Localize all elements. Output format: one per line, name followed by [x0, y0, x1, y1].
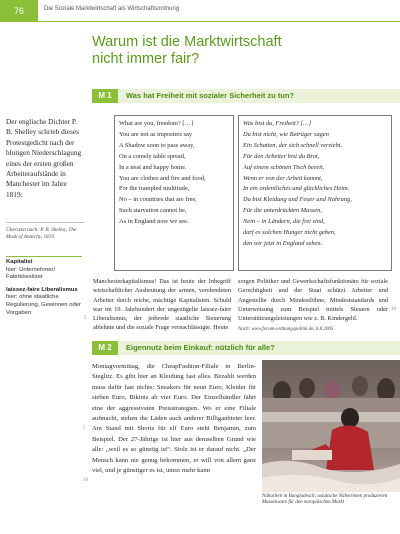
poem-german: [239, 116, 391, 253]
photo-caption: Näharbeit in Bangladesch; asiatische Näherinnen produzieren Massenware für den europäischen Markt: [262, 494, 388, 506]
glossary: [6, 259, 82, 322]
poem-english-box: [114, 115, 234, 271]
line-marker: 10: [83, 478, 88, 483]
poem-line: Nein – in Ländern, die frei sind,: [243, 218, 325, 226]
section1-heading: Was hat Freiheit mit sozialer Sicherheit zu tun?: [126, 91, 295, 100]
poem-line: Auf einem schönen Tisch bereit,: [243, 163, 325, 171]
section2-tag: M 2: [92, 341, 118, 355]
line-marker: 5: [83, 426, 86, 431]
glossary-desc: hier: ohne staatliche Regulierung, Gewinnen oder Vorgaben: [6, 294, 81, 316]
intro-text: Der englische Dichter P. B. Shelley schrieb dieses Protestgedicht nach der blutigen Niederschlagung eines der ersten großen Arbeiteraufstände in Manchester im Jahre 1819:: [6, 117, 82, 199]
poem-line: You are clothes and fire and food,: [119, 174, 206, 182]
title-line-2: nicht immer fair?: [92, 51, 200, 67]
glossary-term: laissez-faire Liberalismus: [6, 286, 78, 293]
body-source: Nach: www.forum-ordnungspolitik.de, 6.8.2005: [238, 327, 334, 333]
section2-body: [83, 362, 256, 483]
poem-line: You are not as imposters say: [119, 130, 193, 138]
glossary-entry: [6, 259, 82, 282]
page-number: 76: [0, 0, 38, 22]
glossary-desc: hier: Unternehmer/ Fabrikbesitzer: [6, 266, 56, 281]
poem-english: [115, 116, 233, 231]
section1-tag: M 1: [92, 89, 118, 103]
page-title: [92, 34, 392, 68]
poem-line: As in England now we see.: [119, 218, 189, 226]
poem-line: Wenn er von der Arbeit kommt,: [243, 174, 323, 182]
intro-source: Übersetzt nach: P. B. Shelley, The Mask of Anarchy, 1819: [6, 227, 77, 240]
poem-line: Such starvation cannot be,: [119, 207, 187, 215]
factory-photo: [262, 360, 400, 492]
section1-body-col2: [238, 277, 396, 335]
poem-line: Du bist Kleidung und Feuer und Nahrung,: [243, 196, 352, 204]
poem-line: On a comely table spread,: [119, 152, 186, 160]
running-title: Die Soziale Marktwirtschaft als Wirtschaftsordnung: [44, 6, 180, 12]
glossary-term: Kapitalist: [6, 259, 33, 265]
line-marker: 5: [84, 316, 87, 321]
section2-heading: Eigennutz beim Einkauf: nützlich für alle?: [126, 343, 275, 352]
intro-divider: [6, 222, 84, 223]
poem-line: Für die unterdrückten Massen,: [243, 207, 322, 215]
poem-line: Du bist nicht, wie Betrüger sagen: [243, 130, 329, 138]
title-line-1: Warum ist die Marktwirtschaft: [92, 34, 282, 50]
glossary-entry: [6, 287, 82, 317]
poem-line: darf es solchen Hunger nicht geben,: [243, 229, 336, 237]
poem-line: In a neat and happy home.: [119, 163, 187, 171]
factory-photo-image: [262, 360, 400, 492]
section1-body-col1: [84, 277, 231, 333]
poem-line: A Shadow soon to pass away,: [119, 141, 195, 149]
line-marker: 10: [391, 307, 396, 312]
poem-line: In ein ordentliches und glückliches Heim.: [243, 185, 350, 193]
poem-line: den wir jetzt in England sehen.: [243, 239, 323, 247]
body-paragraph: Manchesterkapitalismus! Das ist heute der Inbegriff wirtschaftlicher Ausbeutung der armen, verelendeten Arbeiter durch reiche, mächtige Kapitalisten. Schuld war im 19. Jahrhundert der ungezügelte laissez-faire Liberalismus, der jedwede staatliche Steuerung ablehnte und die soziale Frage vernachlässigte. Heute: [93, 278, 231, 332]
poem-line: Was bist du, Freiheit? […]: [243, 120, 312, 127]
header-rule: [38, 21, 400, 22]
glossary-divider: [6, 256, 82, 257]
poem-line: What are you, freedom? […]: [119, 120, 193, 127]
poem-line: Ein Schatten, der sich schnell verzieht.: [243, 141, 343, 149]
poem-german-box: [238, 115, 392, 271]
body-paragraph: Montagvormittag, die CheapFashion-Filiale in Berlin-Steglitz. Es gibt hier an Kleidung fast alles. Bezahlt werden muss dafür fast nichts: Sneakers für neun Euro, Kleider für sieben Euro, Bikinis ab vier Euro. Der Einzelhändler fährt eine der aggressivsten Preisstrategien. Wo er eine Filiale aufmacht, stehen die Läden auch anderer Billiganbieter leer. Am Stand mit Shorts für elf Euro steht Benjamin, zum Beispiel. Der 27-Jährige ist hier aus demselben Grund wie alle: „weil es so günstig ist“. Stolz ist er darauf nicht. „Der Mensch kann nie genug bekommen, er will von allem ganz viel, und je günstiger es ist, umso mehr kann: [92, 363, 256, 475]
poem-line: Für den Arbeiter bist du Brot,: [243, 152, 320, 160]
body-paragraph: sorgen Politiker und Gewerkschaftsfunktionäre für soziale Gerechtigkeit und der Staat schützt Arbeiter und Angestellte durch Mindestlöhne, Mindeststandards und Unterweisung zum Beispiel mittels Steuern oder Unterstützungsleistungen wie z. B. Kindergeld.: [238, 278, 388, 323]
poem-line: No – in countries that are free,: [119, 196, 197, 204]
poem-line: For the trampled multitude,: [119, 185, 190, 193]
